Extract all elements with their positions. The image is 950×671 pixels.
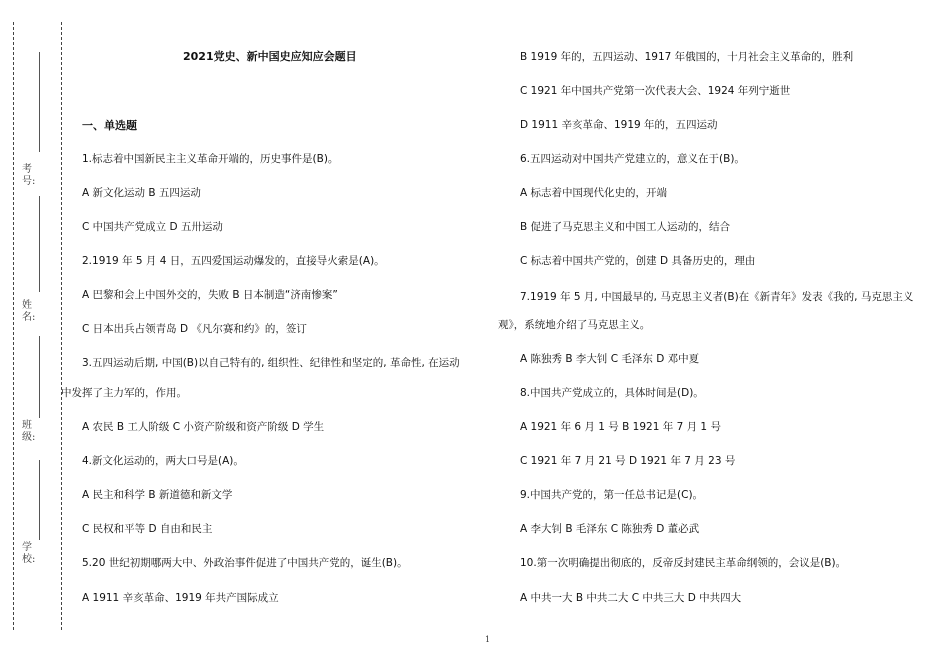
question-text: 5.20 世纪初期哪两大中、外政治事件促进了中国共产党的，诞生(B)。 [82,557,408,569]
student-name-label: 姓名: [22,300,36,323]
school-line [39,460,40,540]
question-text: 7.1919 年 5 月, 中国最早的, 马克思主义者(B)在《新青年》发表《我的, 马克思主义 [520,291,914,303]
answer-options: B 促进了马克思主义和中国工人运动的，结合 [520,221,731,233]
answer-options: A 陈独秀 B 李大钊 C 毛泽东 D 邓中夏 [520,353,700,365]
answer-options: C 1921 年中国共产党第一次代表大会、1924 年列宁逝世 [520,85,791,97]
answer-options: A 农民 B 工人阶级 C 小资产阶级和资产阶级 D 学生 [82,421,325,433]
binding-dashed-line-inner [61,22,62,630]
answer-options: C 标志着中国共产党的，创建 D 具备历史的，理由 [520,255,756,267]
answer-options: A 中共一大 B 中共二大 C 中共三大 D 中共四大 [520,592,742,604]
answer-options: A 1911 辛亥革命、1919 年共产国际成立 [82,592,279,604]
answer-options: A 巴黎和会上中国外交的，失败 B 日本制造“济南惨案” [82,289,338,301]
exam-number-line [39,52,40,152]
page-number: 1 [485,635,491,644]
class-label: 班级: [22,420,36,443]
class-line [39,336,40,418]
question-text-continued: 中发挥了主力军的，作用。 [61,387,187,399]
answer-options: D 1911 辛亥革命、1919 年的，五四运动 [520,119,718,131]
question-text: 6.五四运动对中国共产党建立的，意义在于(B)。 [520,153,745,165]
section-heading: 一、单选题 [82,119,137,132]
question-text-continued: 观》，系统地介绍了马克思主义。 [498,319,651,331]
question-text: 4.新文化运动的，两大口号是(A)。 [82,455,244,467]
answer-options: A 标志着中国现代化史的，开端 [520,187,668,199]
binding-dashed-line-outer [13,22,14,630]
question-text: 8.中国共产党成立的，具体时间是(D)。 [520,387,704,399]
question-text: 9.中国共产党的，第一任总书记是(C)。 [520,489,704,501]
question-text: 3.五四运动后期, 中国(B)以自己特有的, 组织性、纪律性和坚定的, 革命性, 在运动 [82,357,460,369]
question-text: 1.标志着中国新民主主义革命开端的，历史事件是(B)。 [82,153,339,165]
document-title: 2021党史、新中国史应知应会题目 [183,50,357,63]
question-text: 2.1919 年 5 月 4 日，五四爱国运动爆发的，直接导火索是(A)。 [82,255,385,267]
student-name-line [39,196,40,292]
answer-options: C 日本出兵占领青岛 D 《凡尔赛和约》的，签订 [82,323,307,335]
answer-options: B 1919 年的，五四运动、1917 年俄国的，十月社会主义革命的，胜利 [520,51,854,63]
answer-options: C 1921 年 7 月 21 号 D 1921 年 7 月 23 号 [520,455,736,467]
answer-options: A 1921 年 6 月 1 号 B 1921 年 7 月 1 号 [520,421,721,433]
answer-options: A 民主和科学 B 新道德和新文学 [82,489,233,501]
answer-options: A 新文化运动 B 五四运动 [82,187,201,199]
answer-options: C 民权和平等 D 自由和民主 [82,523,213,535]
exam-number-label: 考号: [22,164,36,187]
answer-options: C 中国共产党成立 D 五卅运动 [82,221,223,233]
answer-options: A 李大钊 B 毛泽东 C 陈独秀 D 董必武 [520,523,700,535]
question-text: 10.第一次明确提出彻底的，反帝反封建民主革命纲领的，会议是(B)。 [520,557,847,569]
school-label: 学校: [22,542,36,565]
